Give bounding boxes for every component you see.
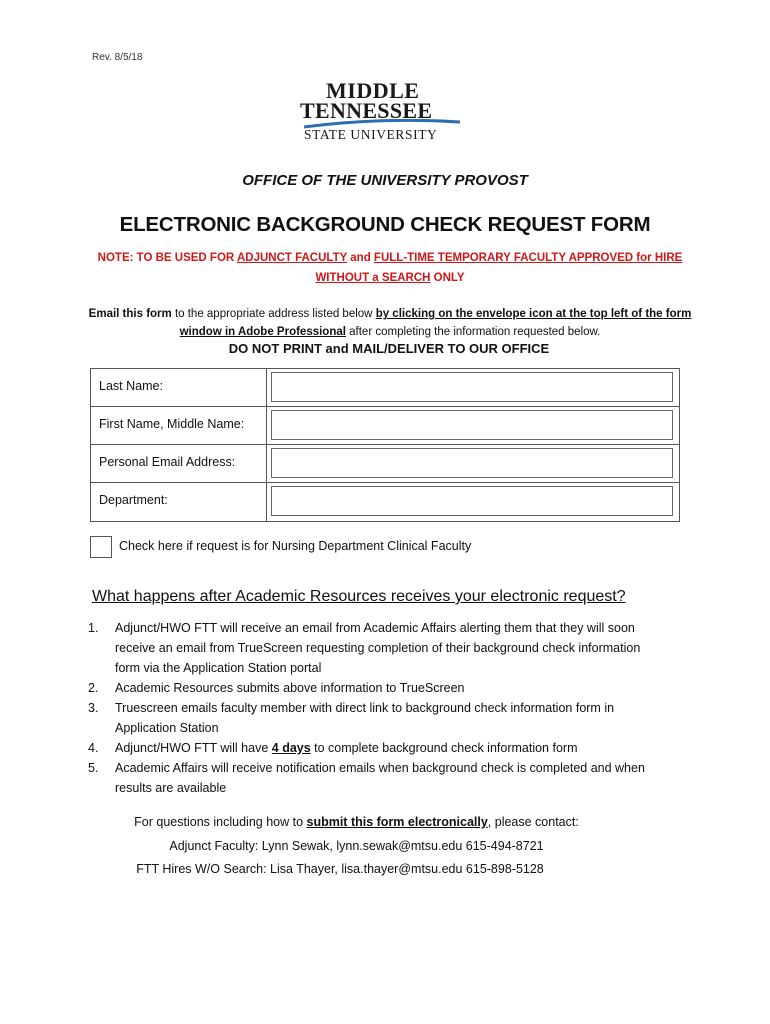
first-middle-name-label: First Name, Middle Name: — [99, 417, 245, 431]
step-text: Adjunct/HWO FTT will receive an email from Academic Affairs alerting them that they will soon receive an email from TrueScreen requesting completion of their background check information form via the Application Station portal — [115, 621, 641, 675]
step-number: 3. — [88, 701, 99, 715]
form-title: ELECTRONIC BACKGROUND CHECK REQUEST FORM — [119, 213, 651, 236]
nursing-checkbox[interactable] — [90, 536, 112, 558]
step-number: 4. — [88, 741, 99, 755]
last-name-label: Last Name: — [99, 379, 163, 393]
row-department — [91, 483, 679, 521]
step-number: 1. — [88, 621, 99, 635]
list-item — [88, 618, 658, 678]
step-number: 2. — [88, 681, 99, 695]
process-steps-list — [88, 618, 658, 798]
note-only: ONLY — [430, 272, 465, 284]
last-name-input[interactable] — [271, 372, 673, 402]
contact-intro — [0, 815, 713, 829]
mtsu-logo — [300, 78, 465, 148]
applicant-info-table — [90, 368, 680, 522]
revision-date: Rev. 8/5/18 — [92, 52, 143, 63]
department-input[interactable] — [271, 486, 673, 516]
list-item — [88, 678, 658, 698]
personal-email-label: Personal Email Address: — [99, 455, 236, 469]
note-fulltime: FULL-TIME TEMPORARY FACULTY APPROVED for HIRE — [373, 252, 683, 264]
no-print-warning: DO NOT PRINT and MAIL/DELIVER TO OUR OFFICE — [228, 341, 550, 356]
instr-suffix: after completing the information requested below. — [345, 326, 601, 338]
usage-note — [80, 248, 700, 288]
contact-adjunct: Adjunct Faculty: Lynn Sewak, lynn.sewak@mtsu.edu 615-494-8721 — [169, 839, 544, 853]
step-number: 5. — [88, 761, 99, 775]
instr-email-form: Email this form — [88, 308, 172, 320]
logo-line-middle: MIDDLE — [326, 78, 420, 103]
nursing-checkbox-label: Check here if request is for Nursing Department Clinical Faculty — [119, 539, 472, 553]
instr-middle: to the appropriate address listed below — [171, 308, 376, 320]
email-instructions — [70, 305, 710, 341]
list-item — [88, 738, 658, 758]
row-personal-email — [91, 445, 679, 483]
note-and: and — [347, 252, 374, 264]
personal-email-input[interactable] — [271, 448, 673, 478]
list-item — [88, 758, 658, 798]
contact-post: , please contact: — [487, 815, 579, 829]
contact-pre: For questions including how to — [134, 815, 307, 829]
step-text: Academic Affairs will receive notification emails when background check is completed and when results are available — [115, 761, 645, 795]
step-text-bold: 4 days — [271, 741, 311, 755]
contact-ftt: FTT Hires W/O Search: Lisa Thayer, lisa.thayer@mtsu.edu 615-898-5128 — [136, 862, 544, 876]
row-last-name — [91, 369, 679, 407]
first-middle-name-input[interactable] — [271, 410, 673, 440]
note-without: WITHOUT a SEARCH — [315, 272, 431, 284]
department-label: Department: — [99, 493, 168, 507]
logo-line-state-university: STATE UNIVERSITY — [304, 127, 438, 142]
step-text-pre: Adjunct/HWO FTT will have — [115, 741, 272, 755]
logo-line-tennessee: TENNESSEE — [300, 98, 433, 123]
office-heading: OFFICE OF THE UNIVERSITY PROVOST — [242, 172, 528, 189]
row-first-middle-name — [91, 407, 679, 445]
instr-clicking: by clicking on the envelope icon at the top left of the form window in Adobe Professional — [179, 308, 692, 338]
step-text: Truescreen emails faculty member with direct link to background check information form in Application Station — [115, 701, 615, 735]
list-item — [88, 698, 658, 738]
what-happens-heading: What happens after Academic Resources receives your electronic request? — [92, 588, 626, 605]
contact-bold: submit this form electronically — [306, 815, 488, 829]
note-adjunct: ADJUNCT FACULTY — [236, 252, 348, 264]
step-text: Academic Resources submits above information to TrueScreen — [115, 681, 465, 695]
step-text-post: to complete background check information form — [310, 741, 578, 755]
note-prefix: NOTE: TO BE USED FOR — [97, 252, 237, 264]
